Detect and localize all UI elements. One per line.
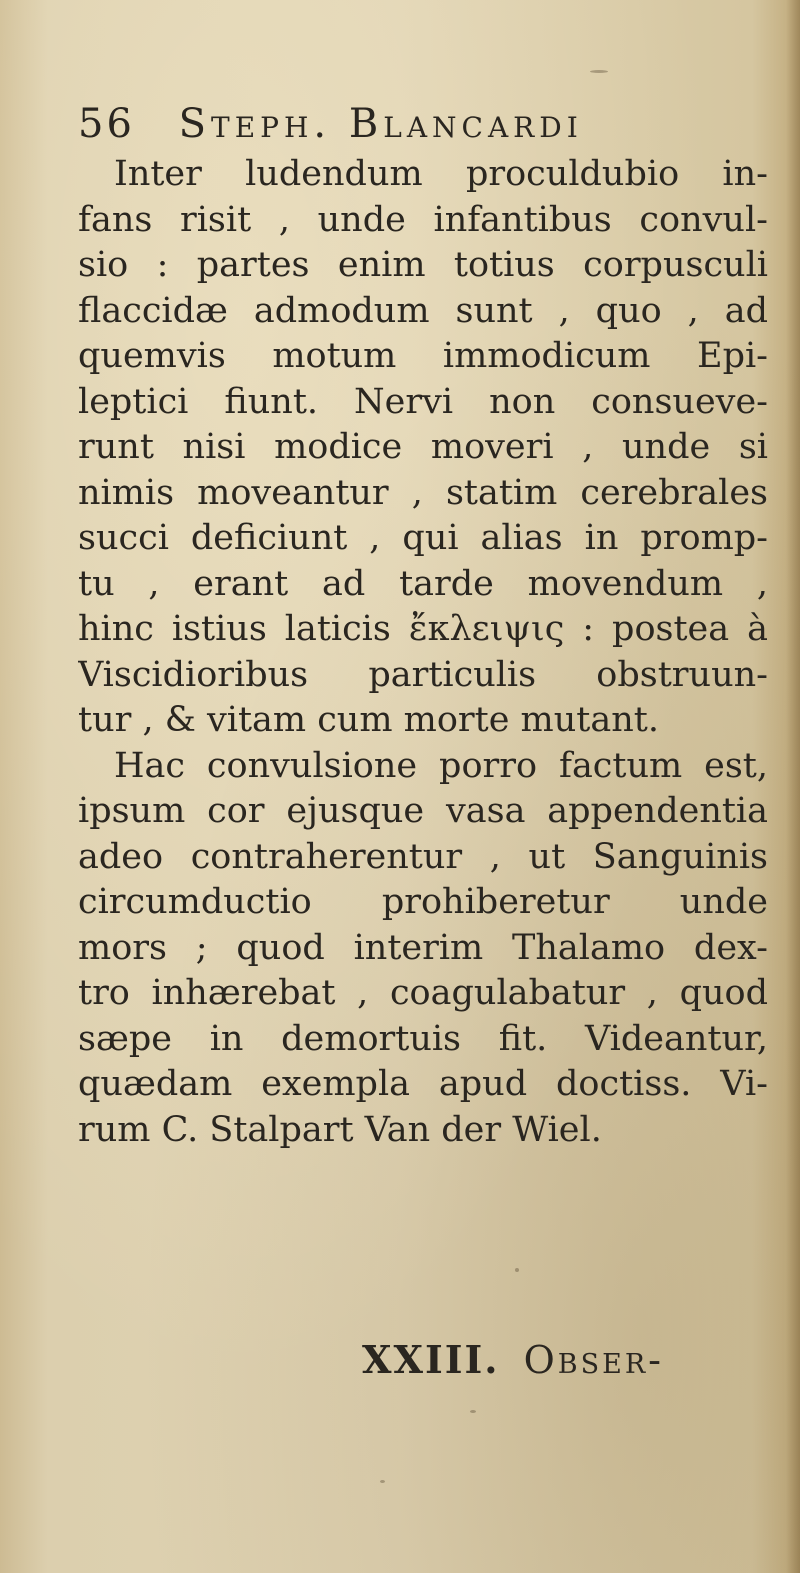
page-number: 56 [78,101,135,147]
text-line: sæpe in demortuis fit. Videantur, [78,1018,768,1059]
text-line: Inter ludendum proculdubio in- [114,154,768,194]
text-line: rum C. Stalpart Van der Wiel. [78,1109,602,1150]
paper-speck [470,1410,476,1413]
catchword [362,1335,762,1385]
running-head [78,100,738,148]
text-line: sio : partes enim totius corpusculi [78,245,768,285]
text-line: ipsum cor ejusque vasa appendentia [78,791,768,831]
text-line: nimis moveantur , statim cerebrales [78,472,768,513]
text-line: tro inhærebat , coagulabatur , quod [78,973,768,1013]
paper-speck [590,70,608,73]
catchword-word: Obser- [523,1338,664,1382]
text-line: tur , & vitam cum morte mutant. [78,700,659,740]
text-line: leptici fiunt. Nervi non consueve- [78,381,768,422]
body-text [78,152,768,1153]
text-line: succi deficiunt , qui alias in promp- [78,518,768,558]
text-line: quædam exempla apud doctiss. Vi- [78,1064,768,1104]
text-line: adeo contraherentur , ut Sanguinis [78,836,768,877]
text-line: Viscidioribus particulis obstruun- [78,654,768,695]
text-line: fans risit , unde infantibus convul- [78,199,768,240]
paper-speck [380,1480,385,1483]
text-line: Hac convulsione porro factum est, [114,745,768,786]
text-line: circumductio prohiberetur unde [78,882,768,922]
text-line: flaccidæ admodum sunt , quo , ad [78,290,768,331]
text-line: tu , erant ad tarde movendum , [78,563,768,604]
running-head-author: Steph. Blancardi [178,101,583,147]
text-line: quemvis motum immodicum Epi- [78,336,768,376]
page-edge-shadow [786,0,800,1573]
text-line: mors ; quod interim Thalamo dex- [78,927,768,968]
text-line: hinc istius laticis ἔκλειψις : postea à [78,609,768,649]
paper-speck [515,1268,519,1272]
catchword-numeral: XXIII. [362,1337,500,1382]
text-line: runt nisi modice moveri , unde si [78,427,768,467]
